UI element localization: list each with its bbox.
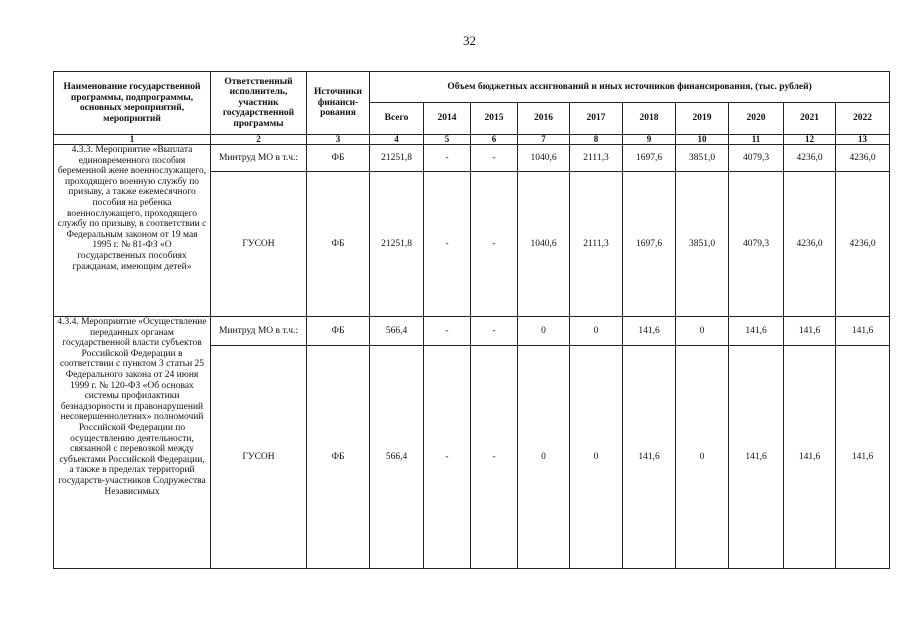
column-number: 3 [307, 135, 370, 145]
header-total: Всего [370, 103, 424, 135]
value-cell: 0 [518, 317, 570, 346]
column-number: 2 [211, 135, 307, 145]
column-number: 12 [784, 135, 836, 145]
table-row [54, 317, 890, 346]
executor-cell: Минтруд МО в т.ч.: [211, 317, 307, 346]
header-executor: Ответственный исполнитель, участник государственной программы [211, 72, 307, 135]
total-cell: 21251,8 [370, 145, 424, 172]
value-cell: 141,6 [784, 346, 836, 569]
value-cell: - [471, 317, 518, 346]
column-number: 6 [471, 135, 518, 145]
source-cell: ФБ [307, 346, 370, 569]
column-number: 4 [370, 135, 424, 145]
value-cell: 0 [570, 317, 623, 346]
measure-name: 4.3.3. Мероприятие «Выплата единовременного пособия беременной жене военнослужащего, проходящего военную службу по призыву, а также ежемесячного пособия на ребенка военнослужащего, проходящего службу по призыву, в соответствии с Федеральным законом от 19 мая 1995 г. № 81-ФЗ «О государственных пособиях гражданам, имеющим детей» [54, 145, 211, 317]
header-sources: Источники финанси-рования [307, 72, 370, 135]
value-cell: - [471, 346, 518, 569]
value-cell: 4079,3 [729, 145, 784, 172]
column-number: 10 [676, 135, 729, 145]
column-number: 11 [729, 135, 784, 145]
header-year: 2019 [676, 103, 729, 135]
value-cell: 0 [676, 346, 729, 569]
executor-cell: Минтруд МО в т.ч.: [211, 145, 307, 172]
header-year: 2016 [518, 103, 570, 135]
header-year: 2020 [729, 103, 784, 135]
value-cell: 0 [570, 346, 623, 569]
value-cell: 4079,3 [729, 172, 784, 317]
column-number: 7 [518, 135, 570, 145]
source-cell: ФБ [307, 145, 370, 172]
header-name: Наименование государственной программы, подпрограммы, основных мероприятий, мероприятий [54, 72, 211, 135]
value-cell: - [471, 172, 518, 317]
measure-name: 4.3.4. Мероприятие «Осуществление переданных органам государственной власти субъектов Российской Федерации в соответствии с пунктом 3 статьи 25 Федерального закона от 24 июня 1999 г. № 120-ФЗ «Об основах системы профилактики безнадзорности и правонарушений несовершеннолетних» полномочий Российской Федерации по осуществлению деятельности, связанной с перевозкой между субъектами Российской Федерации, а также в пределах территорий государств-участников Содружества Независимых [54, 317, 211, 569]
header-year: 2015 [471, 103, 518, 135]
column-number: 1 [54, 135, 211, 145]
value-cell: 141,6 [784, 317, 836, 346]
value-cell: 4236,0 [784, 145, 836, 172]
budget-allocation-table [53, 71, 890, 569]
value-cell: 141,6 [623, 317, 676, 346]
column-number: 9 [623, 135, 676, 145]
source-cell: ФБ [307, 317, 370, 346]
value-cell: - [424, 346, 471, 569]
value-cell: 141,6 [729, 346, 784, 569]
header-year: 2017 [570, 103, 623, 135]
value-cell: 1040,6 [518, 145, 570, 172]
header-year: 2022 [836, 103, 890, 135]
value-cell: 1040,6 [518, 172, 570, 317]
column-number: 8 [570, 135, 623, 145]
value-cell: 141,6 [729, 317, 784, 346]
source-cell: ФБ [307, 172, 370, 317]
value-cell: 2111,3 [570, 145, 623, 172]
executor-cell: ГУСОН [211, 346, 307, 569]
value-cell: 3851,0 [676, 172, 729, 317]
page-number: 32 [463, 33, 476, 48]
table-row [54, 145, 890, 172]
value-cell: - [424, 317, 471, 346]
column-number: 5 [424, 135, 471, 145]
header-volume: Объем бюджетных ассигнований и иных источников финансирования, (тыс. рублей) [370, 72, 890, 103]
header-year: 2018 [623, 103, 676, 135]
value-cell: 141,6 [623, 346, 676, 569]
column-number: 13 [836, 135, 890, 145]
value-cell: 0 [676, 317, 729, 346]
value-cell: 1697,6 [623, 145, 676, 172]
value-cell: 4236,0 [836, 172, 890, 317]
value-cell: - [424, 145, 471, 172]
total-cell: 21251,8 [370, 172, 424, 317]
value-cell: 3851,0 [676, 145, 729, 172]
header-year: 2014 [424, 103, 471, 135]
total-cell: 566,4 [370, 317, 424, 346]
value-cell: - [424, 172, 471, 317]
value-cell: 141,6 [836, 346, 890, 569]
header-year: 2021 [784, 103, 836, 135]
value-cell: 0 [518, 346, 570, 569]
value-cell: 4236,0 [784, 172, 836, 317]
value-cell: - [471, 145, 518, 172]
total-cell: 566,4 [370, 346, 424, 569]
value-cell: 2111,3 [570, 172, 623, 317]
value-cell: 1697,6 [623, 172, 676, 317]
value-cell: 4236,0 [836, 145, 890, 172]
value-cell: 141,6 [836, 317, 890, 346]
executor-cell: ГУСОН [211, 172, 307, 317]
